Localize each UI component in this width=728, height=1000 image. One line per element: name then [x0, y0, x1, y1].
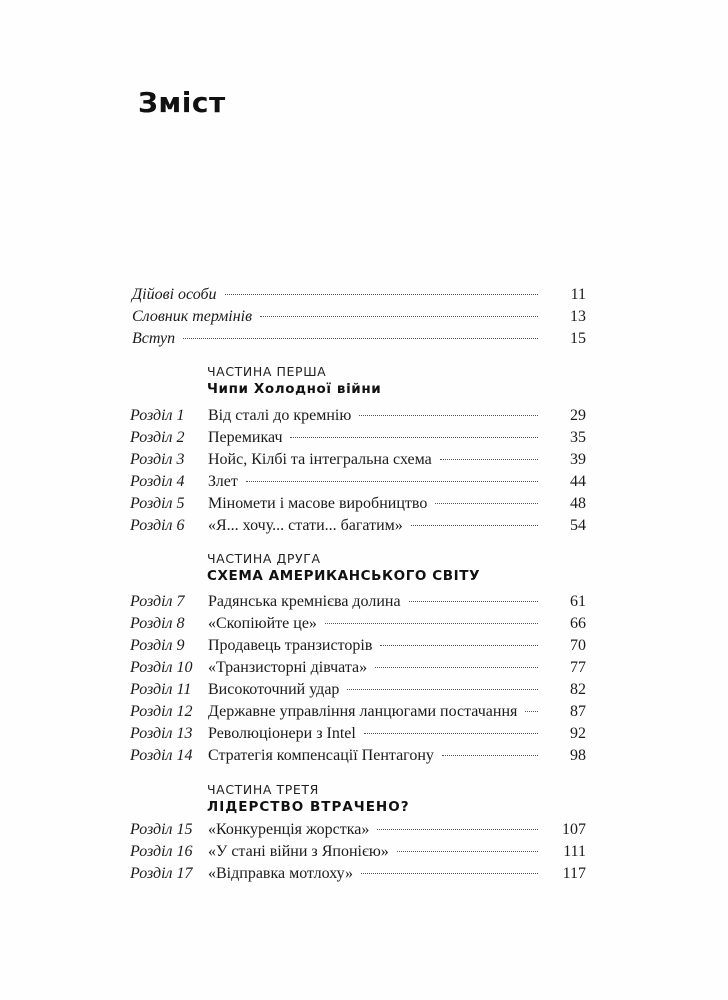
dot-leader — [380, 644, 538, 646]
page-number: 111 — [563, 843, 586, 860]
chapter-label: Розділ 8 — [130, 615, 185, 632]
dot-leader — [442, 754, 538, 756]
dot-leader — [435, 502, 538, 504]
dot-leader — [397, 850, 538, 852]
page-number: 61 — [570, 593, 586, 610]
page-number: 54 — [570, 517, 586, 534]
toc-entry-chapter-16[interactable] — [130, 840, 586, 864]
toc-entry-intro[interactable] — [130, 327, 586, 351]
page-number: 48 — [570, 495, 586, 512]
chapter-label: Розділ 12 — [130, 703, 193, 720]
chapter-title: «Транзисторні дівчата» — [208, 659, 368, 676]
chapter-label: Розділ 2 — [130, 429, 185, 446]
toc-entry-chapter-5[interactable] — [130, 492, 586, 516]
page-number: 35 — [570, 429, 586, 446]
chapter-title: Перемикач — [208, 429, 283, 446]
toc-entry-chapter-17[interactable] — [130, 862, 586, 886]
part-label: ЧАСТИНА ДРУГА — [207, 551, 321, 566]
entry-label: Дійові особи — [132, 286, 217, 303]
dot-leader — [290, 436, 538, 438]
toc-entry-chapter-15[interactable] — [130, 818, 586, 842]
toc-entry-chapter-13[interactable] — [130, 722, 586, 746]
chapter-title: Стратегія компенсації Пентагону — [208, 747, 434, 764]
entry-label: Словник термінів — [132, 308, 253, 325]
dot-leader — [440, 458, 538, 460]
page-number: 70 — [570, 637, 586, 654]
page-number: 98 — [570, 747, 586, 764]
dot-leader — [246, 480, 538, 482]
dot-leader — [359, 414, 538, 416]
chapter-label: Розділ 15 — [130, 821, 193, 838]
dot-leader — [361, 872, 538, 874]
toc-entry-chapter-8[interactable] — [130, 612, 586, 636]
dot-leader — [411, 524, 538, 526]
page-number: 107 — [562, 821, 586, 838]
dot-leader — [375, 666, 538, 668]
page-number: 82 — [570, 681, 586, 698]
part-title: СХЕМА АМЕРИКАНСЬКОГО СВІТУ — [207, 568, 481, 584]
chapter-title: «Я... хочу... стати... багатим» — [208, 517, 403, 534]
dot-leader — [525, 710, 538, 712]
chapter-label: Розділ 17 — [130, 865, 193, 882]
chapter-title: Нойс, Кілбі та інтегральна схема — [208, 451, 432, 468]
dot-leader — [409, 600, 538, 602]
page-number: 13 — [570, 308, 586, 325]
chapter-label: Розділ 11 — [130, 681, 192, 698]
page-number: 39 — [570, 451, 586, 468]
toc-entry-chapter-4[interactable] — [130, 470, 586, 494]
chapter-label: Розділ 6 — [130, 517, 185, 534]
toc-entry-chapter-3[interactable] — [130, 448, 586, 472]
part-title: ЛІДЕРСТВО ВТРАЧЕНО? — [207, 799, 410, 815]
chapter-title: «Скопіюйте це» — [208, 615, 317, 632]
chapter-title: «Конкуренція жорстка» — [208, 821, 370, 838]
toc-entry-chapter-11[interactable] — [130, 678, 586, 702]
chapter-title: Злет — [208, 473, 238, 490]
page-number: 29 — [570, 407, 586, 424]
page-number: 92 — [570, 725, 586, 742]
chapter-title: Міномети і масове виробництво — [208, 495, 428, 512]
page-number: 66 — [570, 615, 586, 632]
toc-entry-chapter-1[interactable] — [130, 404, 586, 428]
toc-entry-chapter-10[interactable] — [130, 656, 586, 680]
toc-entry-chapter-14[interactable] — [130, 744, 586, 768]
dot-leader — [225, 293, 538, 295]
chapter-title: Від сталі до кремнію — [208, 407, 352, 424]
toc-entry-chapter-9[interactable] — [130, 634, 586, 658]
chapter-title: «Відправка мотлоху» — [208, 865, 353, 882]
chapter-label: Розділ 3 — [130, 451, 185, 468]
chapter-label: Розділ 1 — [130, 407, 185, 424]
part-label: ЧАСТИНА ПЕРША — [207, 364, 327, 379]
chapter-title: Революціонери з Intel — [208, 725, 356, 742]
page-title: Зміст — [138, 86, 226, 119]
chapter-label: Розділ 5 — [130, 495, 185, 512]
toc-entry-glossary[interactable] — [130, 305, 586, 329]
dot-leader — [377, 828, 538, 830]
toc-entry-chapter-7[interactable] — [130, 590, 586, 614]
part-title: Чипи Холодної війни — [207, 381, 382, 397]
chapter-title: Продавець транзисторів — [208, 637, 373, 654]
chapter-title: «У стані війни з Японією» — [208, 843, 389, 860]
dot-leader — [325, 622, 538, 624]
page-number: 15 — [570, 330, 586, 347]
chapter-label: Розділ 7 — [130, 593, 185, 610]
toc-entry-characters[interactable] — [130, 283, 586, 307]
toc-entry-chapter-2[interactable] — [130, 426, 586, 450]
page-number: 117 — [562, 865, 586, 882]
dot-leader — [347, 688, 538, 690]
page-number: 11 — [570, 286, 586, 303]
toc-entry-chapter-6[interactable] — [130, 514, 586, 538]
chapter-title: Радянська кремнієва долина — [208, 593, 401, 610]
chapter-label: Розділ 4 — [130, 473, 185, 490]
dot-leader — [260, 315, 538, 317]
toc-entry-chapter-12[interactable] — [130, 700, 586, 724]
chapter-label: Розділ 16 — [130, 843, 193, 860]
chapter-title: Державне управління ланцюгами постачання — [208, 703, 518, 720]
chapter-label: Розділ 14 — [130, 747, 193, 764]
entry-label: Вступ — [132, 330, 176, 347]
chapter-label: Розділ 13 — [130, 725, 193, 742]
chapter-label: Розділ 10 — [130, 659, 193, 676]
page-number: 77 — [570, 659, 586, 676]
page-number: 87 — [570, 703, 586, 720]
page-number: 44 — [570, 473, 586, 490]
part-label: ЧАСТИНА ТРЕТЯ — [207, 782, 319, 797]
chapter-title: Високоточний удар — [208, 681, 340, 698]
chapter-label: Розділ 9 — [130, 637, 185, 654]
dot-leader — [364, 732, 538, 734]
dot-leader — [183, 337, 538, 339]
